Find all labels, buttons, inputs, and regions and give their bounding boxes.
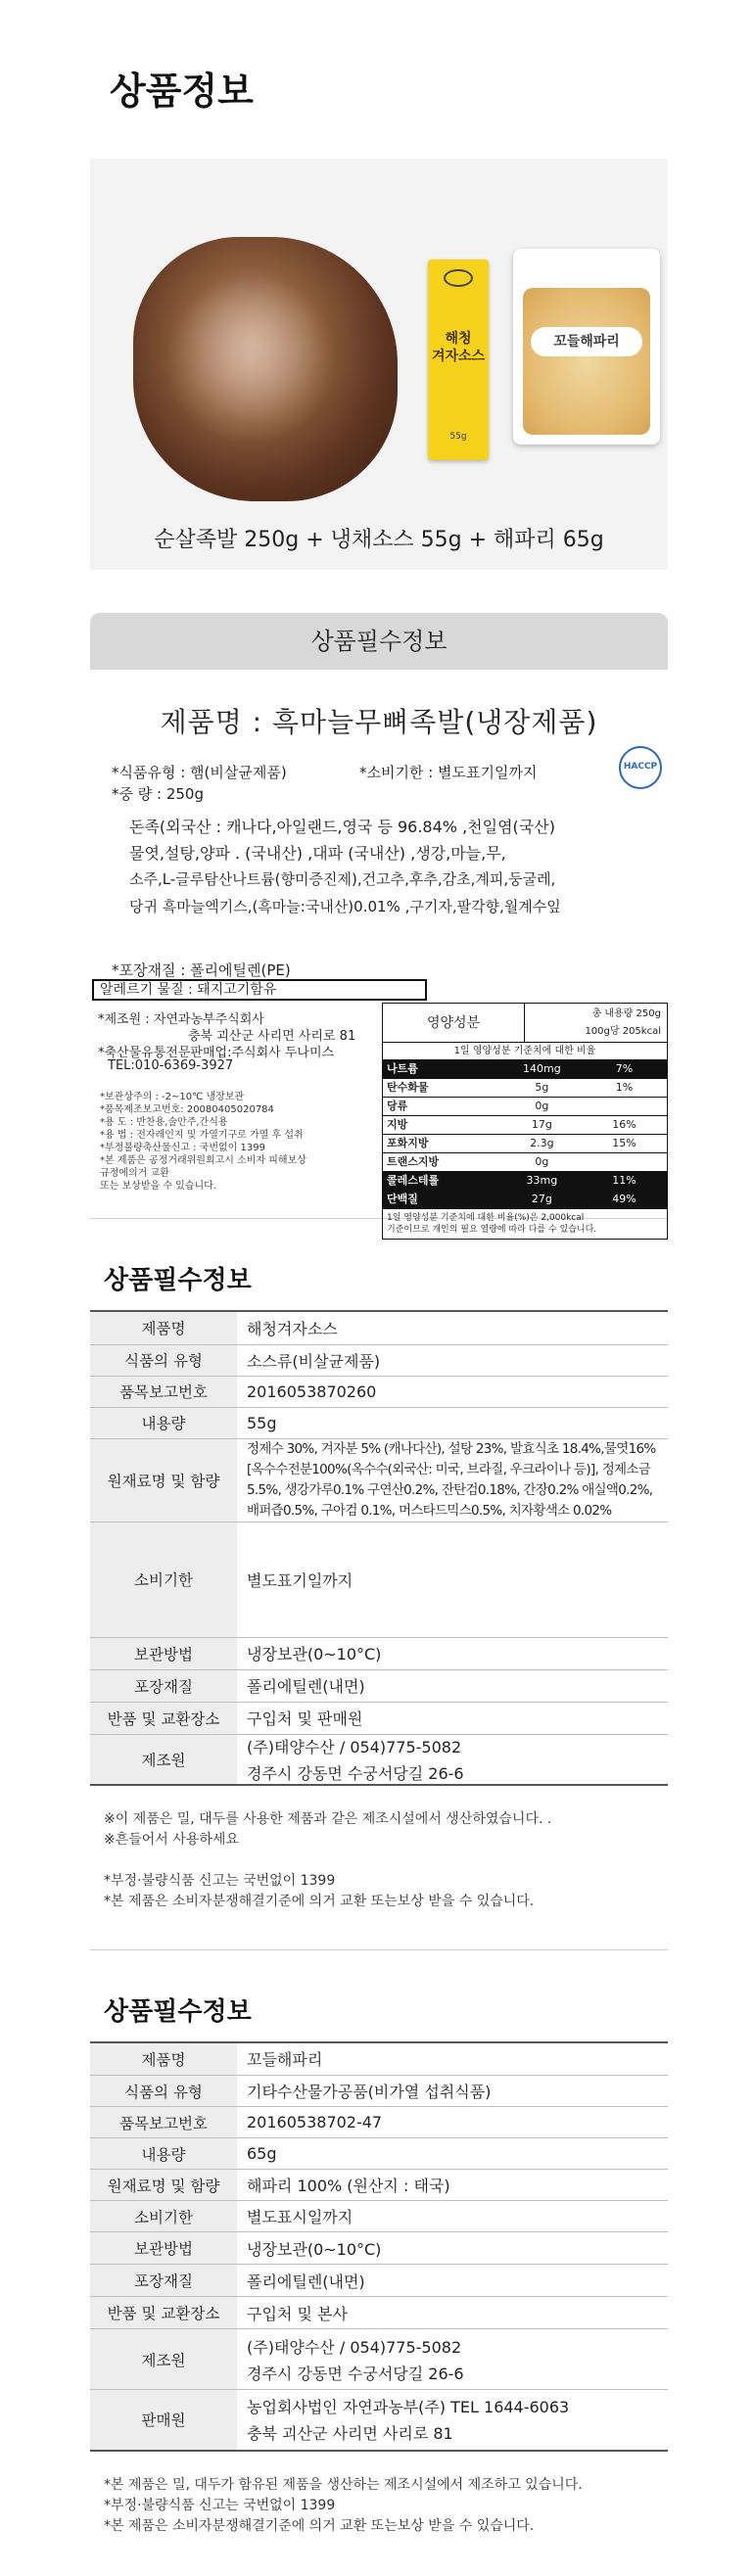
nutrition-row-pct: 1% (615, 1081, 634, 1094)
nutrition-row-value: 0g (535, 1155, 549, 1168)
note-line: *부정·불량식품 신고는 국번없이 1399 (104, 1872, 336, 1889)
page-title: 상품정보 (110, 70, 254, 113)
table-row-value: 구입처 및 본사 (237, 2297, 668, 2329)
label-product-name: 제품명 : 흑마늘무뼈족발(냉장제품) (160, 706, 598, 738)
nutrition-row-name: 나트륨 (387, 1062, 418, 1075)
table-row-key: 제품명 (90, 1311, 237, 1344)
nutrition-row-value: 33mg (526, 1174, 558, 1187)
nutrition-row-pct: 49% (612, 1193, 636, 1205)
table-row-key: 판매원 (90, 2390, 237, 2451)
label-expiry: *소비기한 : 별도표기일까지 (359, 764, 538, 781)
nutrition-row-pct (582, 1098, 667, 1115)
table-row (90, 1669, 668, 1702)
table-row (90, 2390, 668, 2451)
sauce-notes (104, 1809, 754, 1912)
nutrition-row-name: 단백질 (387, 1193, 418, 1205)
nutrition-row-value: 17g (531, 1118, 552, 1131)
table-row-value: 별도표시일까지 (237, 2201, 668, 2232)
product-photo (90, 159, 668, 570)
table-row (90, 2232, 668, 2265)
nutrition-row (383, 1135, 667, 1153)
sauce-pouch-label: 해청 겨자소스 (431, 331, 486, 364)
table-row-key: 품목보고번호 (90, 2107, 237, 2138)
nutrition-row-name: 콜레스테롤 (387, 1174, 440, 1187)
table-row (90, 1344, 668, 1376)
sauce-section-title: 상품필수정보 (104, 1266, 252, 1295)
nutrition-row-pct: 16% (612, 1118, 636, 1131)
label-small-8: 또는 보상받을 수 있습니다. (100, 1181, 216, 1192)
pork-hock-package-image (133, 237, 398, 501)
table-row-value: 2016053870260 (237, 1376, 668, 1407)
table-row (90, 2265, 668, 2297)
table-row-key: 원재료명 및 함량 (90, 1438, 237, 1522)
table-row-value: 65g (237, 2138, 668, 2170)
label-small-4: *용 법 : 전자레인지 및 가열기구로 가열 후 섭취 (100, 1130, 304, 1141)
table-row-value: (주)태양수산 / 054)775-5082 경주시 강동면 수궁서당길 26-6 (237, 1734, 668, 1785)
table-row (90, 2201, 668, 2232)
table-row-value: 정제수 30%, 겨자분 5% (캐나다산), 설탕 23%, 발효식초 18.4%,물엿16% [옥수수전분100%(옥수수(외국산: 미국, 브라질, 우크라이나 등)], 정제소금5.5%, 생강가루0.1% 구연산0.2%, 잔탄검0.18%, 간장0.2% 애실액0.2%, 배퍼즙0.5%, 구아검 0.1%, 머스타드믹스0.5%, 치자황색소 0.02% (237, 1438, 668, 1522)
table-row (90, 1637, 668, 1669)
jellyfish-section-title: 상품필수정보 (104, 1996, 252, 2027)
nutrition-row (383, 1172, 667, 1191)
label-small-3: *용 도 : 반찬용,술안주,간식용 (100, 1117, 228, 1128)
nutrition-row-value: 2.3g (530, 1137, 554, 1149)
nutrition-row-name: 트랜스지방 (387, 1155, 440, 1168)
table-row (90, 1311, 668, 1344)
nutrition-row-value: 5g (535, 1081, 549, 1094)
table-row-value: 냉장보관(0~10°C) (237, 2232, 668, 2265)
nutrition-row-pct: 11% (612, 1174, 636, 1187)
jellyfish-notes (104, 2475, 754, 2537)
table-row-value: 55g (237, 1407, 668, 1438)
nutrition-row (383, 1098, 667, 1116)
table-row (90, 1522, 668, 1637)
table-row-key: 품목보고번호 (90, 1376, 237, 1407)
note-line: ※흔들어서 사용하세요 (104, 1831, 239, 1848)
haccp-text: HACCP (623, 762, 658, 772)
table-row-key: 포장재질 (90, 2265, 237, 2297)
mustard-sauce-pouch-image (428, 259, 489, 460)
table-row-value: (주)태양수산 / 054)775-5082 경주시 강동면 수궁서당길 26-6 (237, 2329, 668, 2390)
label-maker-2: 충북 괴산군 사리면 사리로 81 (188, 1029, 356, 1044)
label-packaging: *포장재질 : 폴리에틸렌(PE) (112, 961, 291, 979)
table-row-value: 구입처 및 판매원 (237, 1702, 668, 1734)
table-row-value: 폴리에틸렌(내면) (237, 2265, 668, 2297)
nutrition-row (383, 1153, 667, 1172)
table-row (90, 2107, 668, 2138)
nutrition-footnote-1: 1일 영양성분 기준치에 대한 비율(%)은 2,000kcal (387, 1213, 585, 1223)
sauce-info-table (90, 1310, 668, 1786)
table-row-value: 해청겨자소스 (237, 1311, 668, 1344)
table-row-value: 냉장보관(0~10°C) (237, 1637, 668, 1669)
table-row-value: 기타수산물가공품(비가열 섭취식품) (237, 2076, 668, 2107)
nutrition-row-pct: 15% (612, 1137, 636, 1149)
nutrition-row-name: 당류 (387, 1100, 408, 1112)
label-small-5: *부정불량축산물신고 : 국번없이 1399 (100, 1143, 265, 1153)
label-maker-1: *제조원 : 자연과농부주식회사 (98, 1012, 264, 1027)
label-ingredients-4: 당귀 흑마늘엑기스,(흑마늘:국내산)0.01% ,구기자,팔각향,월계수잎 (129, 898, 561, 915)
table-row-key: 반품 및 교환장소 (90, 1702, 237, 1734)
table-row-key: 내용량 (90, 2138, 237, 2170)
nutrition-row-value: 0g (535, 1100, 549, 1112)
table-row-value: 별도표기일까지 (237, 1522, 668, 1637)
note-line: ※이 제품은 밀, 대두를 사용한 제품과 같은 제조시설에서 생산하였습니다. . (104, 1810, 552, 1827)
jellyfish-package-image (513, 249, 660, 445)
table-row-key: 식품의 유형 (90, 1344, 237, 1376)
table-row (90, 2138, 668, 2170)
table-row-key: 반품 및 교환장소 (90, 2297, 237, 2329)
table-row-key: 소비기한 (90, 1522, 237, 1637)
label-small-7: 규정에의거 교환 (100, 1168, 169, 1179)
nutrition-footnote-2: 기준이므로 개인의 필요 열량에 따라 다를 수 있습니다. (387, 1225, 597, 1235)
table-row (90, 2076, 668, 2107)
label-small-6: *본 제품은 공정거래위원회고시 소비자 피해보상 (100, 1155, 306, 1166)
table-row-key: 제품명 (90, 2042, 237, 2076)
table-row (90, 2170, 668, 2201)
jellyfish-package-label: 꼬들해파리 (531, 327, 642, 356)
note-line: *본 제품은 밀, 대두가 함유된 제품을 생산하는 제조시설에서 제조하고 있습니다. (104, 2476, 583, 2493)
table-row-key: 제조원 (90, 1734, 237, 1785)
required-info-banner: 상품필수정보 (90, 613, 668, 670)
table-row-key: 보관방법 (90, 2232, 237, 2265)
table-row (90, 2329, 668, 2390)
label-ingredients-1: 돈족(외국산 : 캐나다,아일랜드,영국 등 96.84% ,천일염(국산) (129, 818, 555, 836)
nutrition-title: 영양성분 (383, 1004, 525, 1042)
label-small-1: *보관상주의 : -2~10℃ 냉장보관 (100, 1092, 245, 1102)
photo-caption: 순살족발 250g + 냉채소스 55g + 해파리 65g (154, 528, 604, 552)
table-row (90, 1734, 668, 1785)
nutrition-row-name: 포화지방 (387, 1137, 429, 1149)
nutrition-row-name: 지방 (387, 1118, 408, 1131)
table-row-key: 원재료명 및 함량 (90, 2170, 237, 2201)
jellyfish-contents (523, 288, 650, 435)
note-line (104, 1850, 754, 1871)
nutrition-row-pct: 7% (615, 1062, 634, 1075)
label-allergy-box: 알레르기 물질 : 돼지고기함유 (92, 979, 427, 1001)
table-row (90, 1438, 668, 1522)
sauce-pouch-weight: 55g (449, 432, 467, 442)
label-ingredients-3: 소주,L-글루탐산나트륨(향미증진제),건고추,후추,감초,계피,둥굴레, (129, 870, 556, 888)
table-row-value: 소스류(비살균제품) (237, 1344, 668, 1376)
haccp-badge-icon (619, 746, 662, 789)
nutrition-ref: 1일 영양성분 기준치에 대한 비율 (383, 1043, 667, 1060)
product-label-image (90, 670, 668, 1235)
nutrition-per: 100g당 205kcal (585, 1026, 661, 1037)
table-row-key: 제조원 (90, 2329, 237, 2390)
nutrition-row-value: 140mg (523, 1062, 561, 1075)
label-ingredients-2: 물엿,설탕,양파 . (국내산) ,대파 (국내산) ,생강,마늘,무, (129, 844, 506, 863)
nutrition-row (383, 1116, 667, 1135)
nutrition-row (383, 1079, 667, 1098)
table-row-key: 포장재질 (90, 1669, 237, 1702)
table-row (90, 1407, 668, 1438)
table-row-value: 꼬들해파리 (237, 2042, 668, 2076)
table-row (90, 1376, 668, 1407)
table-row-value: 폴리에틸렌(내면) (237, 1669, 668, 1702)
nutrition-row-name: 탄수화물 (387, 1081, 429, 1094)
table-row (90, 1702, 668, 1734)
nutrition-row-pct (582, 1153, 667, 1171)
table-row-key: 소비기한 (90, 2201, 237, 2232)
label-maker-4: TEL:010-6369-3927 (108, 1058, 234, 1073)
table-row (90, 2042, 668, 2076)
note-line: *본 제품은 소비자분쟁해결기준에 의거 교환 또는보상 받을 수 있습니다. (104, 2517, 535, 2534)
label-weight: *중 량 : 250g (112, 785, 204, 803)
brand-logo-icon (444, 269, 473, 287)
nutrition-row (383, 1060, 667, 1079)
jellyfish-info-table (90, 2041, 668, 2452)
nutrition-total: 총 내용량 250g (591, 1008, 661, 1019)
note-line: *부정·불량식품 신고는 국번없이 1399 (104, 2497, 336, 2513)
nutrition-row (383, 1191, 667, 1209)
table-row (90, 2297, 668, 2329)
table-row-key: 보관방법 (90, 1637, 237, 1669)
label-food-type: *식품유형 : 햄(비살균제품) (112, 764, 287, 781)
nutrition-facts-table (382, 1003, 668, 1240)
table-row-key: 식품의 유형 (90, 2076, 237, 2107)
table-row-value: 20160538702-47 (237, 2107, 668, 2138)
label-maker-3: *축산물유통전문판매업:주식회사 두나미스 (98, 1046, 335, 1060)
note-line: *본 제품은 소비자분쟁해결기준에 의거 교환 또는보상 받을 수 있습니다. (104, 1893, 535, 1909)
label-small-2: *품목제조보고번호: 20080405020784 (100, 1104, 274, 1115)
table-row-value: 해파리 100% (원산지 : 태국) (237, 2170, 668, 2201)
table-row-key: 내용량 (90, 1407, 237, 1438)
table-row-value: 농업회사법인 자연과농부(주) TEL 1644-6063 충북 괴산군 사리면 사리로 81 (237, 2390, 668, 2451)
nutrition-row-value: 27g (531, 1193, 552, 1205)
